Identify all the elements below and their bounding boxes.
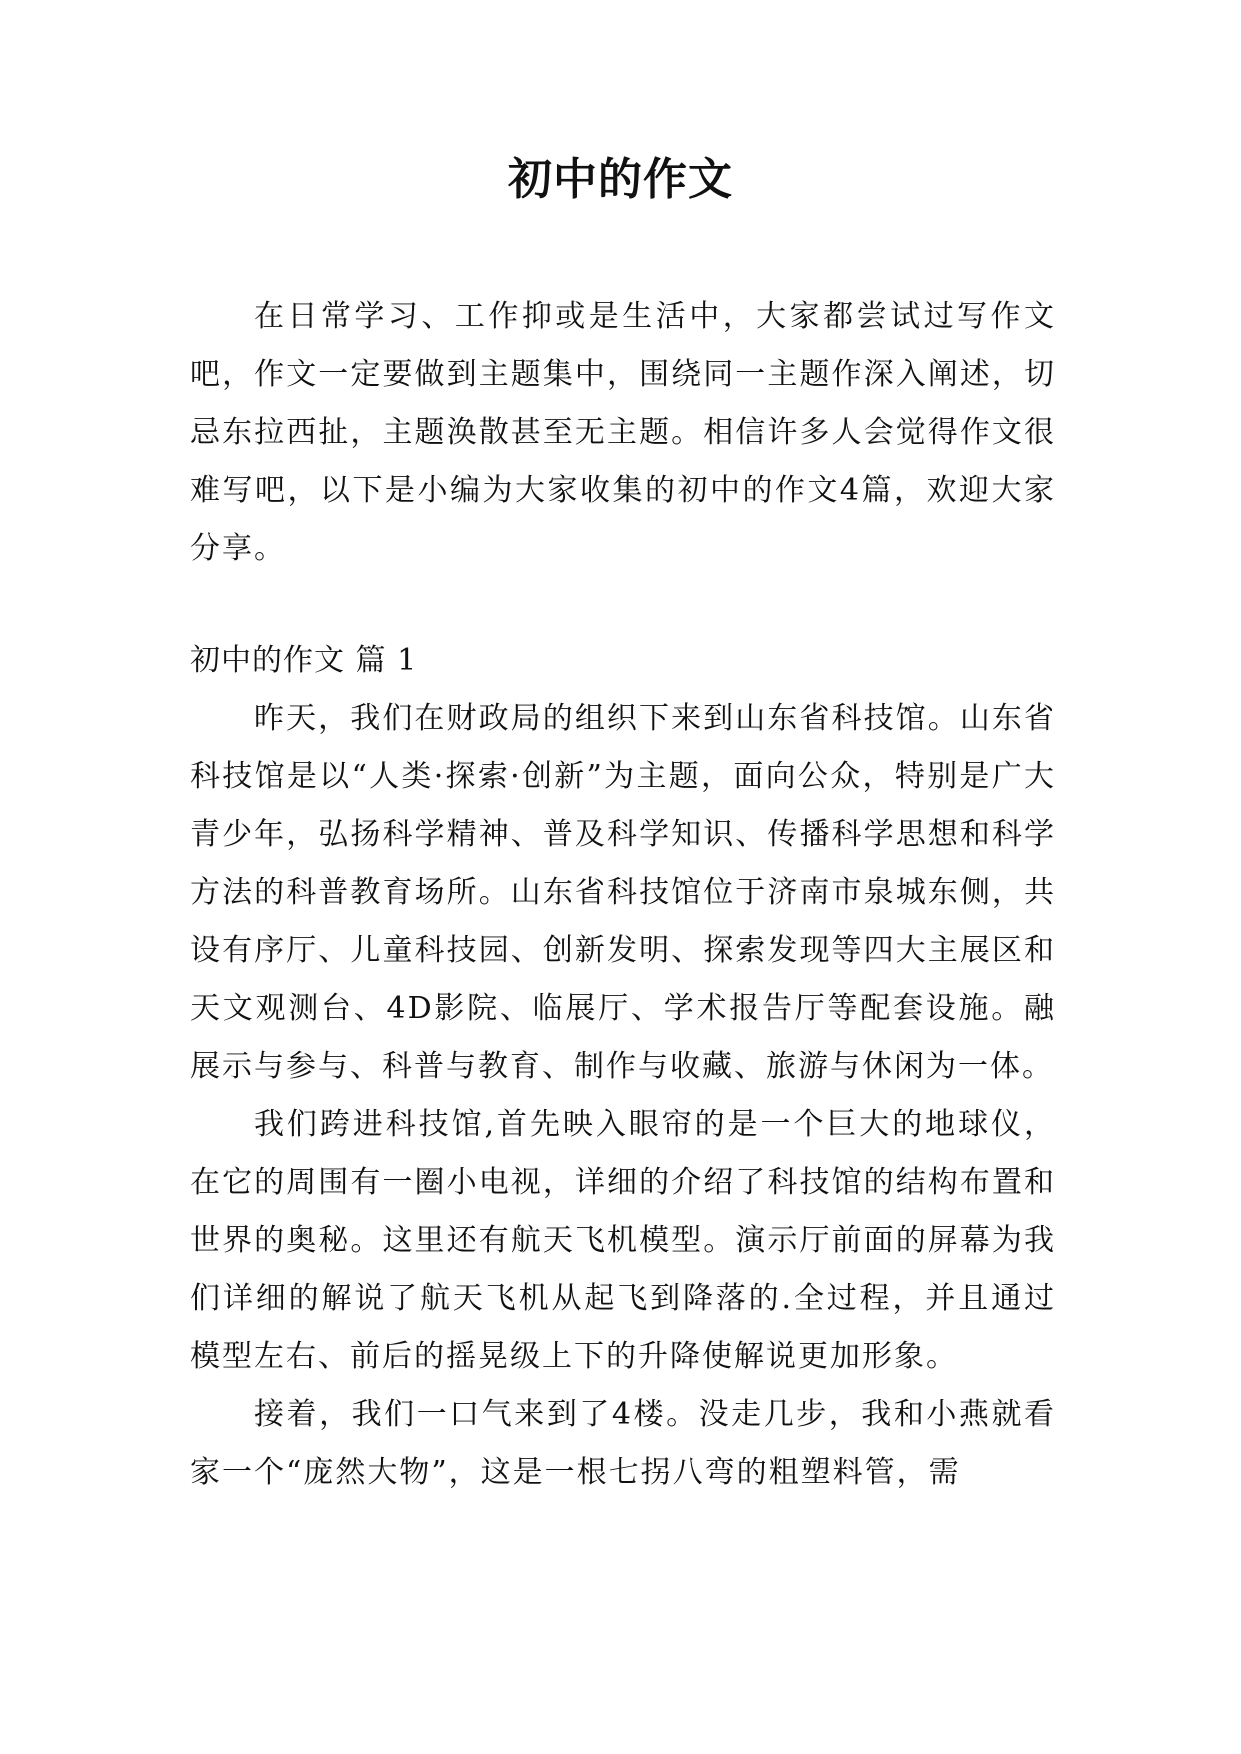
- intro-paragraph: 在日常学习、工作抑或是生活中，大家都尝试过写作文吧，作文一定要做到主题集中，围绕同一主题作深入阐述，切忌东拉西扯，主题涣散甚至无主题。相信许多人会觉得作文很难写吧，以下是小编为大家收集的初中的作文4篇，欢迎大家分享。: [190, 299, 1056, 566]
- section-heading: 初中的作文 篇 1: [190, 643, 418, 678]
- body-paragraph-3: 接着，我们一口气来到了4楼。没走几步，我和小燕就看家一个“庞然大物”，这是一根七拐八弯的粗塑料管，需: [190, 1397, 1056, 1490]
- body-paragraph-1: 昨天，我们在财政局的组织下来到山东省科技馆。山东省科技馆是以“人类·探索·创新”为主题，面向公众，特别是广大青少年，弘扬科学精神、普及科学知识、传播科学思想和科学方法的科普教育场所。山东省科技馆位于济南市泉城东侧，共设有序厅、儿童科技园、创新发明、探索发现等四大主展区和天文观测台、4D影院、临展厅、学术报告厅等配套设施。融展示与参与、科普与教育、制作与收藏、旅游与休闲为一体。: [190, 701, 1056, 1084]
- body-paragraph-2: 我们跨进科技馆,首先映入眼帘的是一个巨大的地球仪，在它的周围有一圈小电视，详细的介绍了科技馆的结构布置和世界的奥秘。这里还有航天飞机模型。演示厅前面的屏幕为我们详细的解说了航天飞机从起飞到降落的.全过程，并且通过模型左右、前后的摇晃级上下的升降使解说更加形象。: [190, 1107, 1056, 1374]
- document-body: [190, 288, 1056, 1502]
- document-title: 初中的作文: [508, 154, 733, 205]
